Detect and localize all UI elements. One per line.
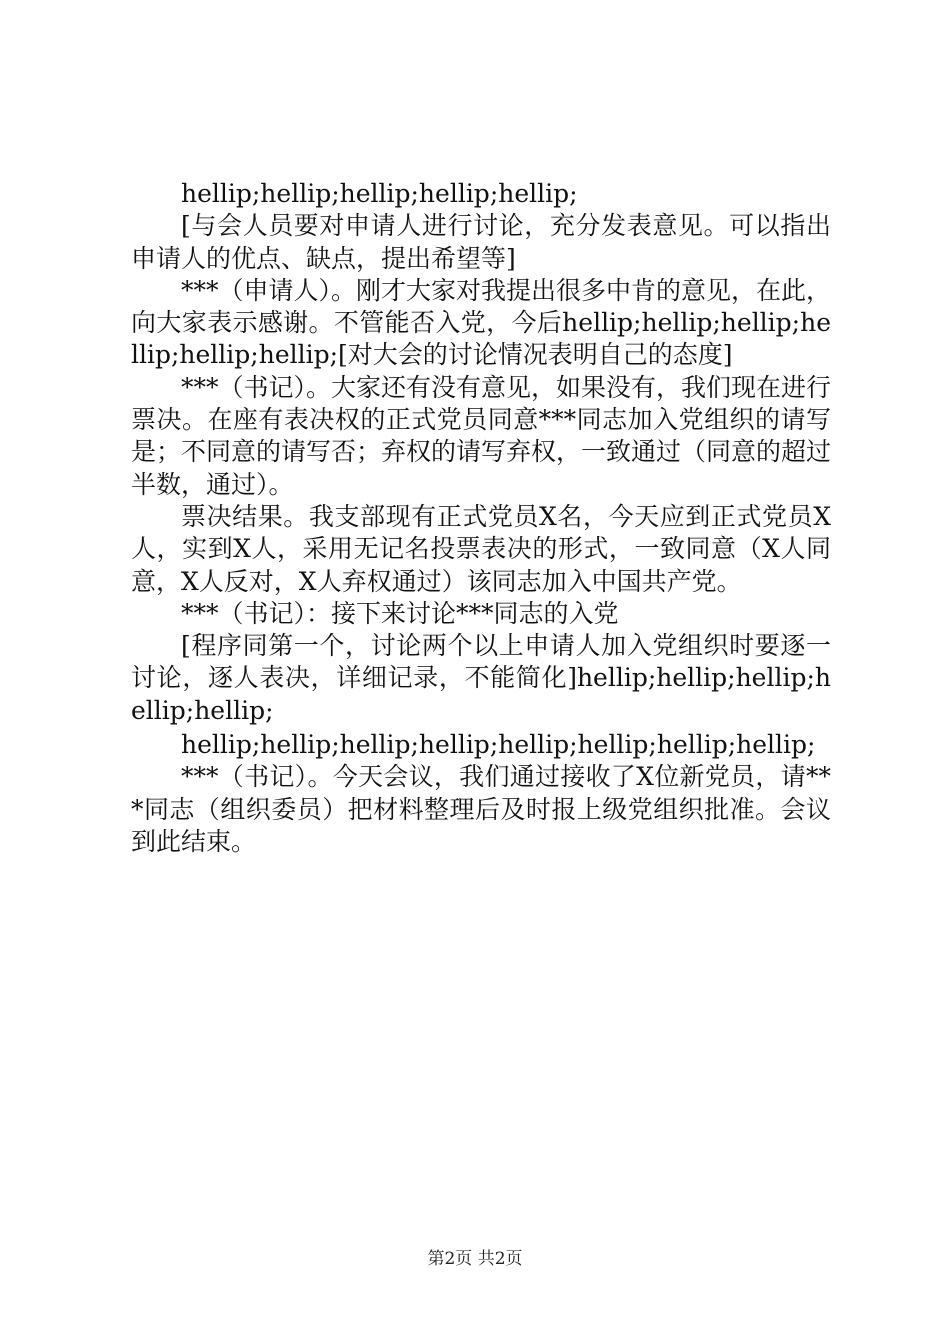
paragraph-ellipsis-2: hellip;hellip;hellip;hellip;hellip;hellip;hellip;hellip; (181, 730, 816, 760)
paragraph-closing: ***（书记）。今天会议，我们通过接收了X位新党员，请***同志（组织委员）把材料整理后及时报上级党组织批准。会议到此结束。 (131, 762, 831, 856)
paragraph-secretary-next: ***（书记）：接下来讨论***同志的入党 (181, 598, 619, 628)
paragraph-procedure-note: [程序同第一个，讨论两个以上申请人加入党组织时要逐一讨论，逐人表决，详细记录，不能简化]hellip;hellip;hellip;hellip;hellip; (131, 631, 831, 725)
paragraph-applicant-response: ***（申请人）。刚才大家对我提出很多中肯的意见，在此，向大家表示感谢。不管能否入党，今后hellip;hellip;hellip;hellip;hellip;hellip;[对大会的讨论情况表明自己的态度] (131, 275, 832, 370)
paragraph-ellipsis-1: hellip;hellip;hellip;hellip;hellip; (181, 179, 578, 208)
paragraph-discussion-instruction: [与会人员要对申请人进行讨论，充分发表意见。可以指出申请人的优点、缺点，提出希望等] (131, 211, 831, 273)
document-body (131, 178, 831, 858)
paragraph-secretary-vote: ***（书记）。大家还有没有意见，如果没有，我们现在进行票决。在座有表决权的正式党员同意***同志加入党组织的请写是；不同意的请写否；弃权的请写弃权，一致通过（同意的超过半数，通过）。 (131, 372, 832, 499)
page-number-footer: 第2页 共2页 (427, 1249, 523, 1269)
paragraph-vote-result: 票决结果。我支部现有正式党员X名，今天应到正式党员X人，实到X人，采用无记名投票表决的形式，一致同意（X人同意，X人反对，X人弃权通过）该同志加入中国共产党。 (131, 501, 831, 596)
